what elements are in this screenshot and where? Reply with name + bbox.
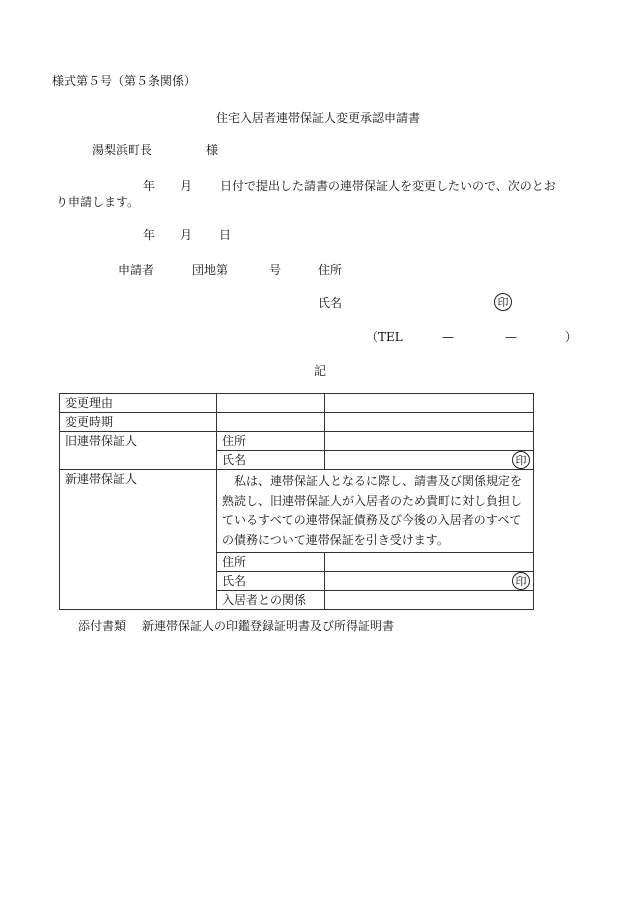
ki-heading: 記 [314, 364, 327, 378]
relation-value[interactable] [325, 591, 534, 610]
new-name-value[interactable] [325, 572, 534, 591]
old-name-label: 氏名 [217, 451, 325, 470]
table-row-new-pledge [60, 470, 534, 553]
document-title: 住宅入居者連帯保証人変更承認申請書 [216, 111, 421, 125]
timing-value-2[interactable] [325, 413, 534, 432]
date-day: 日 [219, 228, 232, 242]
tel-dash-2: — [505, 330, 517, 344]
old-name-value[interactable] [325, 451, 534, 470]
new-name-label: 氏名 [217, 572, 325, 591]
table-row-old-address [60, 432, 534, 451]
body-text-line2: り申請します。 [56, 195, 140, 209]
relation-label: 入居者との関係 [217, 591, 325, 610]
timing-value-1[interactable] [217, 413, 325, 432]
reason-value-1[interactable] [217, 394, 325, 413]
reason-label: 変更理由 [60, 394, 217, 413]
date-month: 月 [180, 228, 193, 242]
change-details-table [59, 393, 534, 610]
body-month: 月 [180, 179, 193, 193]
new-seal-icon: 印 [512, 572, 530, 590]
old-seal-icon: 印 [512, 451, 530, 469]
old-address-value[interactable] [325, 432, 534, 451]
new-guarantor-label: 新連帯保証人 [60, 470, 217, 610]
applicant-seal-icon: 印 [494, 293, 512, 311]
table-row-reason [60, 394, 534, 413]
table-row-timing [60, 413, 534, 432]
new-address-value[interactable] [325, 553, 534, 572]
timing-label: 変更時期 [60, 413, 217, 432]
date-year: 年 [143, 228, 156, 242]
applicant-name-label: 氏名 [318, 296, 343, 310]
applicant-label: 申請者 [118, 263, 155, 277]
tel-open: （TEL [366, 330, 403, 344]
addressee-honorific: 様 [206, 143, 219, 157]
body-year: 年 [143, 179, 156, 193]
attachments-text: 新連帯保証人の印鑑登録証明書及び所得証明書 [142, 619, 395, 633]
tel-close: ） [565, 330, 578, 344]
addressee-name: 湯梨浜町長 [92, 143, 153, 157]
attachments-label: 添付書類 [78, 619, 127, 633]
tel-dash-1: — [442, 330, 454, 344]
applicant-danchi: 団地第 [192, 263, 229, 277]
new-address-label: 住所 [217, 553, 325, 572]
applicant-go: 号 [269, 263, 282, 277]
pledge-text: 私は、連帯保証人となるに際し、請書及び関係規定を熟読し、旧連帯保証人が入居者のため貴町に対し負担しているすべての連帯保証債務及び今後の入居者のすべての債務について連帯保証を引き受けます。 [217, 470, 534, 553]
old-guarantor-label: 旧連帯保証人 [60, 432, 217, 470]
form-number: 様式第５号（第５条関係） [52, 74, 197, 88]
body-text-line1: 日付で提出した請書の連帯保証人を変更したいので、次のとお [220, 179, 556, 193]
old-address-label: 住所 [217, 432, 325, 451]
applicant-address-label: 住所 [318, 263, 343, 277]
reason-value-2[interactable] [325, 394, 534, 413]
